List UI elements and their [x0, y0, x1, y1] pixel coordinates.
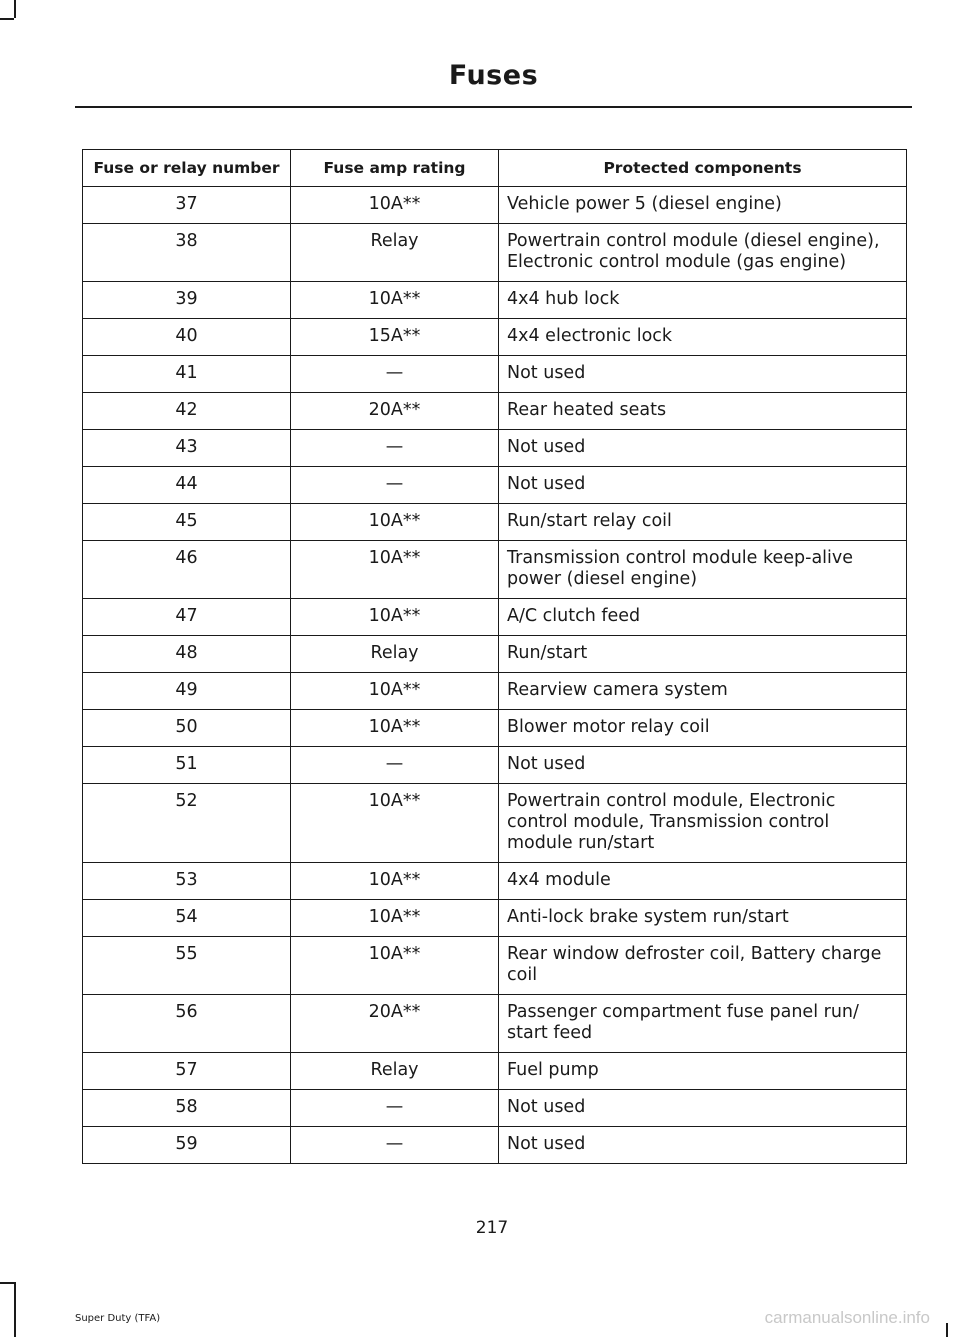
table-row: [83, 863, 907, 900]
fuse-number-cell: 46: [83, 541, 291, 599]
protected-component-cell: Run/start: [499, 636, 907, 673]
table-row: [83, 784, 907, 863]
fuse-number-cell: 52: [83, 784, 291, 863]
amp-rating-cell: —: [291, 430, 499, 467]
protected-component-cell: Not used: [499, 1127, 907, 1164]
fuse-number-cell: 42: [83, 393, 291, 430]
table-row: [83, 541, 907, 599]
amp-rating-cell: 10A**: [291, 282, 499, 319]
table-row: [83, 710, 907, 747]
amp-rating-cell: Relay: [291, 1053, 499, 1090]
header-amp-rating: Fuse amp rating: [291, 150, 499, 187]
amp-rating-cell: 10A**: [291, 863, 499, 900]
protected-component-cell: 4x4 electronic lock: [499, 319, 907, 356]
crop-mark-bottom-right-vertical: [946, 1323, 948, 1337]
table-row: [83, 1090, 907, 1127]
crop-mark-bottom-left-horizontal: [0, 1282, 14, 1284]
protected-component-cell: Passenger compartment fuse panel run/ start feed: [499, 995, 907, 1053]
protected-component-cell: Not used: [499, 747, 907, 784]
footer-model: Super Duty (TFA): [75, 1313, 161, 1324]
table-row: [83, 995, 907, 1053]
fuse-number-cell: 41: [83, 356, 291, 393]
header-fuse-number: Fuse or relay number: [83, 150, 291, 187]
amp-rating-cell: —: [291, 1127, 499, 1164]
fuse-number-cell: 45: [83, 504, 291, 541]
protected-component-cell: Blower motor relay coil: [499, 710, 907, 747]
table-row: [83, 1127, 907, 1164]
table-row: [83, 673, 907, 710]
amp-rating-cell: 10A**: [291, 504, 499, 541]
title-rule: [75, 106, 912, 108]
amp-rating-cell: —: [291, 747, 499, 784]
fuse-number-cell: 54: [83, 900, 291, 937]
protected-component-cell: Rearview camera system: [499, 673, 907, 710]
table-row: [83, 467, 907, 504]
watermark: carmanualsonline.info: [764, 1308, 930, 1327]
fuse-number-cell: 43: [83, 430, 291, 467]
table-row: [83, 747, 907, 784]
protected-component-cell: Rear window defroster coil, Battery charge coil: [499, 937, 907, 995]
protected-component-cell: Rear heated seats: [499, 393, 907, 430]
protected-component-cell: A/C clutch feed: [499, 599, 907, 636]
fuse-number-cell: 37: [83, 187, 291, 224]
fuse-number-cell: 38: [83, 224, 291, 282]
table-row: [83, 282, 907, 319]
table-row: [83, 224, 907, 282]
fuse-table: [82, 149, 907, 1164]
amp-rating-cell: Relay: [291, 636, 499, 673]
amp-rating-cell: 10A**: [291, 937, 499, 995]
fuse-number-cell: 56: [83, 995, 291, 1053]
amp-rating-cell: 10A**: [291, 187, 499, 224]
protected-component-cell: Vehicle power 5 (diesel engine): [499, 187, 907, 224]
amp-rating-cell: 10A**: [291, 541, 499, 599]
protected-component-cell: Powertrain control module (diesel engine), Electronic control module (gas engine): [499, 224, 907, 282]
protected-component-cell: 4x4 module: [499, 863, 907, 900]
table-row: [83, 504, 907, 541]
amp-rating-cell: 20A**: [291, 995, 499, 1053]
protected-component-cell: Not used: [499, 356, 907, 393]
amp-rating-cell: —: [291, 1090, 499, 1127]
amp-rating-cell: Relay: [291, 224, 499, 282]
protected-component-cell: Transmission control module keep-alive power (diesel engine): [499, 541, 907, 599]
fuse-number-cell: 44: [83, 467, 291, 504]
protected-component-cell: Not used: [499, 467, 907, 504]
fuse-number-cell: 48: [83, 636, 291, 673]
fuse-number-cell: 39: [83, 282, 291, 319]
table-row: [83, 636, 907, 673]
fuse-number-cell: 51: [83, 747, 291, 784]
amp-rating-cell: 10A**: [291, 900, 499, 937]
protected-component-cell: Not used: [499, 430, 907, 467]
amp-rating-cell: 10A**: [291, 784, 499, 863]
fuse-number-cell: 49: [83, 673, 291, 710]
fuse-number-cell: 58: [83, 1090, 291, 1127]
protected-component-cell: 4x4 hub lock: [499, 282, 907, 319]
crop-mark-top-left-horizontal: [0, 18, 14, 20]
page-number: 217: [475, 1218, 509, 1238]
table-row: [83, 187, 907, 224]
fuse-number-cell: 40: [83, 319, 291, 356]
fuse-number-cell: 55: [83, 937, 291, 995]
table-row: [83, 319, 907, 356]
fuse-number-cell: 47: [83, 599, 291, 636]
table-row: [83, 393, 907, 430]
table-row: [83, 900, 907, 937]
protected-component-cell: Powertrain control module, Electronic control module, Transmission control module run/start: [499, 784, 907, 863]
protected-component-cell: Not used: [499, 1090, 907, 1127]
amp-rating-cell: 20A**: [291, 393, 499, 430]
amp-rating-cell: —: [291, 467, 499, 504]
fuse-number-cell: 50: [83, 710, 291, 747]
table-header-row: [83, 150, 907, 187]
protected-component-cell: Fuel pump: [499, 1053, 907, 1090]
amp-rating-cell: —: [291, 356, 499, 393]
crop-mark-bottom-left-vertical: [14, 1282, 16, 1337]
protected-component-cell: Run/start relay coil: [499, 504, 907, 541]
protected-component-cell: Anti-lock brake system run/start: [499, 900, 907, 937]
amp-rating-cell: 15A**: [291, 319, 499, 356]
fuse-number-cell: 59: [83, 1127, 291, 1164]
table-row: [83, 1053, 907, 1090]
table-row: [83, 356, 907, 393]
amp-rating-cell: 10A**: [291, 673, 499, 710]
page-title: Fuses: [448, 60, 539, 91]
table-row: [83, 430, 907, 467]
header-protected-components: Protected components: [499, 150, 907, 187]
fuse-number-cell: 53: [83, 863, 291, 900]
table-row: [83, 937, 907, 995]
fuse-number-cell: 57: [83, 1053, 291, 1090]
table-row: [83, 599, 907, 636]
crop-mark-top-left-vertical: [14, 0, 16, 18]
amp-rating-cell: 10A**: [291, 710, 499, 747]
amp-rating-cell: 10A**: [291, 599, 499, 636]
